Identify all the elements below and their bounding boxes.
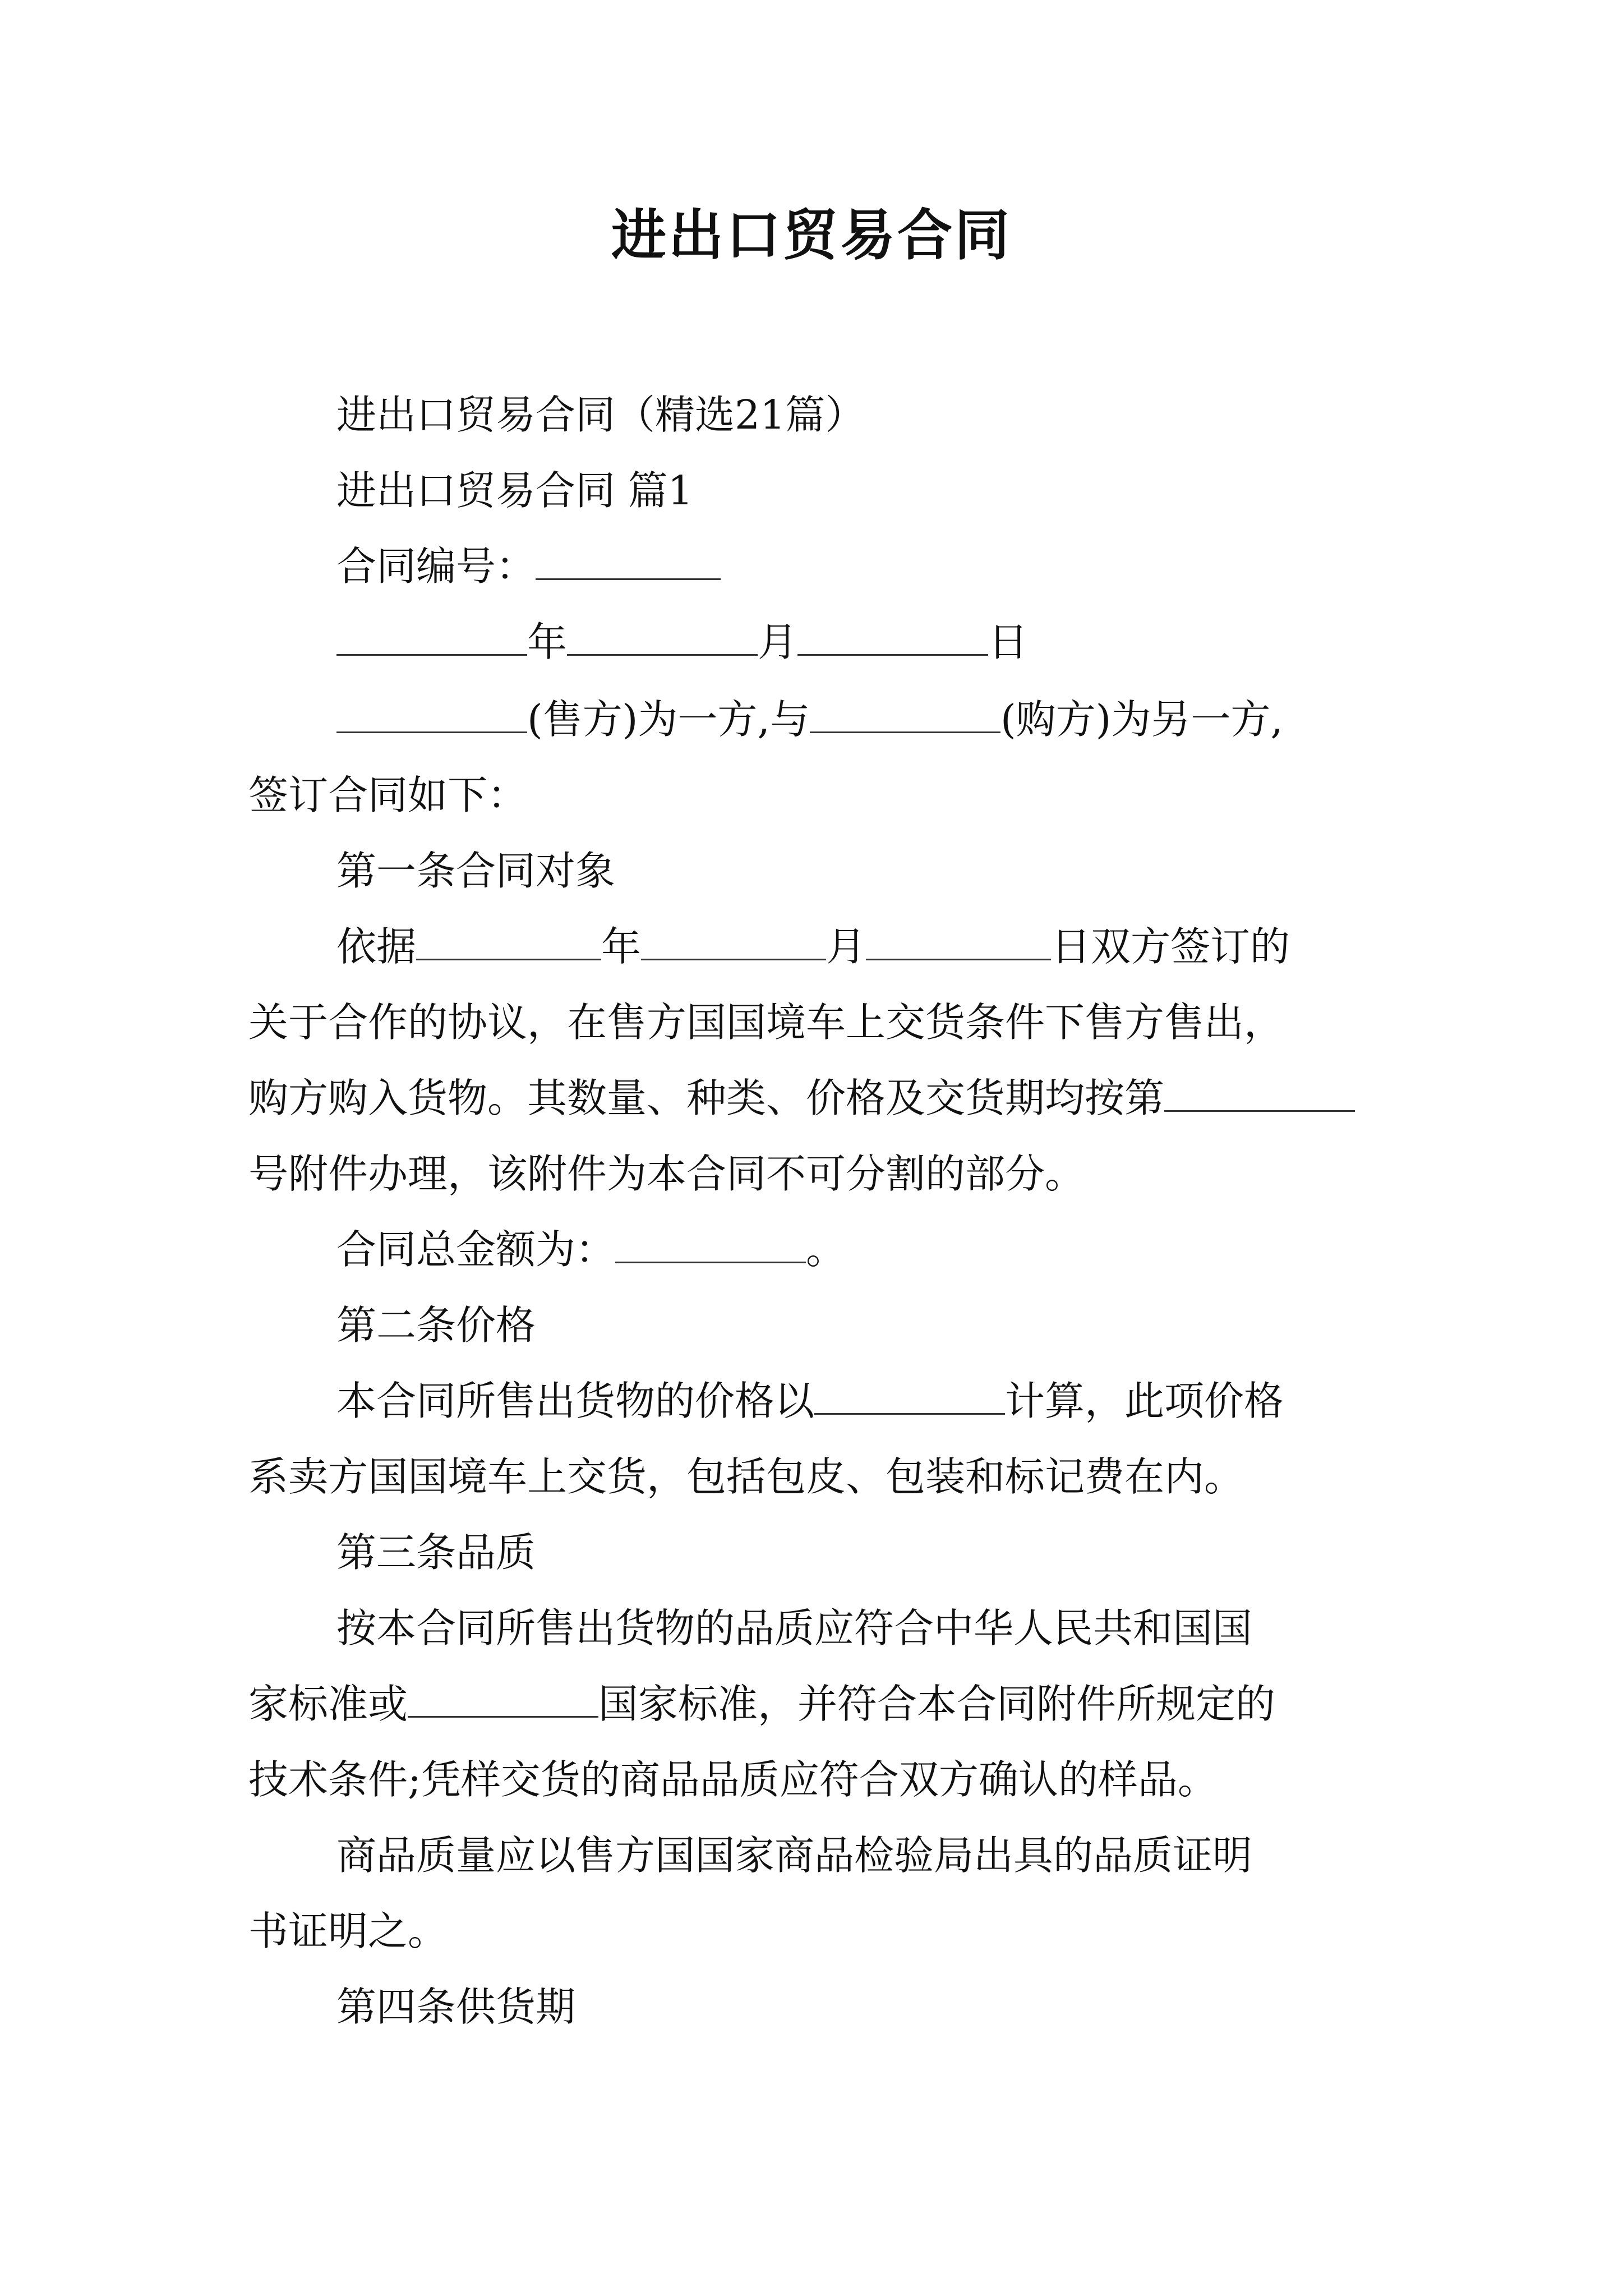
article-2-heading: 第二条价格 <box>336 1302 536 1349</box>
text-span: 购方购入货物。其数量、种类、价格及交货期均按第 <box>248 1075 1165 1121</box>
article-3-paragraph-2-line-1: 商品质量应以售方国国家商品检验局出具的品质证明 <box>336 1832 1253 1879</box>
text-span: 。 <box>806 1226 846 1273</box>
article-1-line-3 <box>248 1068 1355 1129</box>
day-label: 日 <box>988 619 1029 665</box>
month-label: 月 <box>758 619 798 665</box>
total-amount-blank <box>615 1222 806 1263</box>
year-label: 年 <box>527 619 568 665</box>
part-heading: 进出口贸易合同 篇1 <box>336 467 693 514</box>
contract-number-label: 合同编号： <box>336 543 536 590</box>
article-1-line-1 <box>336 916 1290 978</box>
agreement-year-blank <box>416 919 601 960</box>
article-1-heading: 第一条合同对象 <box>336 848 616 894</box>
contract-number-blank <box>536 539 721 580</box>
text-span: 月 <box>826 923 866 970</box>
total-amount-line <box>336 1219 846 1281</box>
seller-blank <box>336 692 527 733</box>
text-span: 年 <box>601 923 642 970</box>
agreement-month-blank <box>641 919 826 960</box>
article-3-line-3: 技术条件;凭样交货的商品品质应符合双方确认的样品。 <box>248 1756 1218 1803</box>
document-subtitle: 进出口贸易合同（精选21篇） <box>336 392 865 438</box>
date-line <box>336 611 1028 673</box>
article-2-line-2: 系卖方国国境车上交货，包括包皮、包装和标记费在内。 <box>248 1453 1244 1500</box>
parties-line <box>336 689 1283 751</box>
contract-number-line <box>336 536 721 597</box>
document-title: 进出口贸易合同 <box>611 203 1012 268</box>
annex-number-blank <box>1164 1071 1355 1112</box>
text-span: 依据 <box>336 923 417 970</box>
article-3-paragraph-2-line-2: 书证明之。 <box>248 1908 448 1954</box>
article-3-line-2 <box>248 1673 1275 1735</box>
parties-continuation: 签订合同如下： <box>248 772 528 818</box>
article-2-line-1 <box>336 1370 1284 1432</box>
text-span: 家标准或 <box>248 1681 408 1727</box>
article-4-heading: 第四条供货期 <box>336 1984 576 2030</box>
article-3-line-1: 按本合同所售出货物的品质应符合中华人民共和国国 <box>336 1605 1253 1651</box>
article-3-heading: 第三条品质 <box>336 1529 536 1576</box>
standard-blank <box>408 1677 598 1718</box>
day-blank <box>797 615 988 656</box>
buyer-blank <box>810 692 1000 733</box>
seller-label: (售方)为一方,与 <box>527 696 810 743</box>
year-blank <box>336 615 527 656</box>
price-basis-blank <box>814 1374 1005 1415</box>
text-span: 国家标准，并符合本合同附件所规定的 <box>598 1681 1276 1727</box>
text-span: 计算，此项价格 <box>1005 1378 1284 1424</box>
month-blank <box>567 615 758 656</box>
text-span: 本合同所售出货物的价格以 <box>336 1378 815 1424</box>
buyer-label: (购方)为另一方, <box>1000 696 1283 743</box>
article-1-line-2: 关于合作的协议，在售方国国境车上交货条件下售方售出， <box>248 999 1284 1046</box>
agreement-day-blank <box>866 919 1051 960</box>
article-1-line-4: 号附件办理，该附件为本合同不可分割的部分。 <box>248 1151 1085 1197</box>
text-span: 日双方签订的 <box>1051 923 1290 970</box>
total-amount-label: 合同总金额为： <box>336 1226 616 1273</box>
